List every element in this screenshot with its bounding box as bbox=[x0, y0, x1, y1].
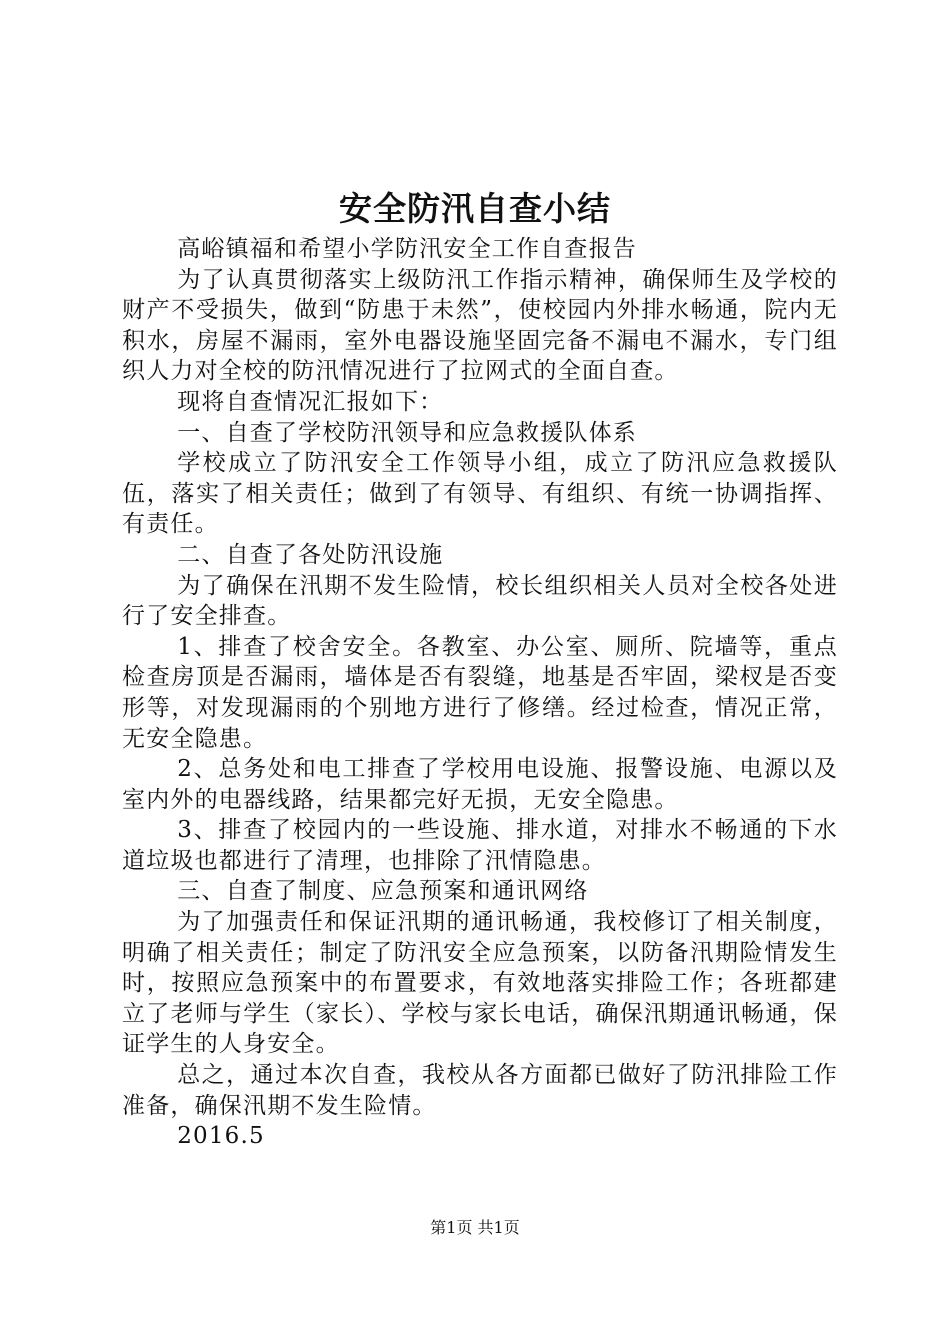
intro-paragraph: 为了认真贯彻落实上级防汛工作指示精神，确保师生及学校的财产不受损失，做到“防患于未然”，使校园内外排水畅通，院内无积水，房屋不漏雨，室外电器设施坚固完备不漏电不漏水，专门组织人力对全校的防汛情况进行了拉网式的全面自查。 bbox=[122, 266, 838, 385]
section-heading-2: 二、自查了各处防汛设施 bbox=[177, 541, 444, 568]
section-3-paragraph: 为了加强责任和保证汛期的通讯畅通，我校修订了相关制度，明确了相关责任；制定了防汛安全应急预案，以防备汛期险情发生时，按照应急预案中的布置要求，有效地落实排险工作；各班都建立了老师与学生（家长）、学校与家长电话，确保汛期通讯畅通，保证学生的人身安全。 bbox=[122, 909, 838, 1058]
report-heading: 高峪镇福和希望小学防汛安全工作自查报告 bbox=[177, 236, 637, 262]
section-2-paragraph: 为了确保在汛期不发生险情，校长组织相关人员对全校各处进行了安全排查。 bbox=[122, 572, 838, 630]
section-2-item-2: 2、总务处和电工排查了学校用电设施、报警设施、电源以及室内外的电器线路，结果都完好无损，无安全隐患。 bbox=[122, 756, 838, 813]
report-lead-in: 现将自查情况汇报如下： bbox=[177, 388, 444, 415]
section-2-item-3: 3、排查了校园内的一些设施、排水道，对排水不畅通的下水道垃圾也都进行了清理，也排除了汛情隐患。 bbox=[122, 817, 838, 874]
section-heading-3: 三、自查了制度、应急预案和通讯网络 bbox=[177, 878, 589, 905]
section-heading-1: 一、自查了学校防汛领导和应急救援队体系 bbox=[177, 419, 637, 446]
page-footer: 第1页 共1页 bbox=[430, 1218, 520, 1237]
conclusion-paragraph: 总之，通过本次自查，我校从各方面都已做好了防汛排险工作准备，确保汛期不发生险情。 bbox=[122, 1062, 838, 1119]
report-date: 2016.5 bbox=[177, 1123, 265, 1150]
document-title: 安全防汛自查小结 bbox=[339, 189, 611, 228]
section-1-paragraph: 学校成立了防汛安全工作领导小组，成立了防汛应急救援队伍，落实了相关责任；做到了有领导、有组织、有统一协调指挥、有责任。 bbox=[122, 450, 838, 538]
document-body bbox=[122, 234, 838, 1152]
section-2-item-1: 1、排查了校舍安全。各教室、办公室、厕所、院墙等，重点检查房顶是否漏雨，墙体是否有裂缝，地基是否牢固，梁杈是否变形等，对发现漏雨的个别地方进行了修缮。经过检查，情况正常，无安全隐患。 bbox=[122, 633, 838, 752]
